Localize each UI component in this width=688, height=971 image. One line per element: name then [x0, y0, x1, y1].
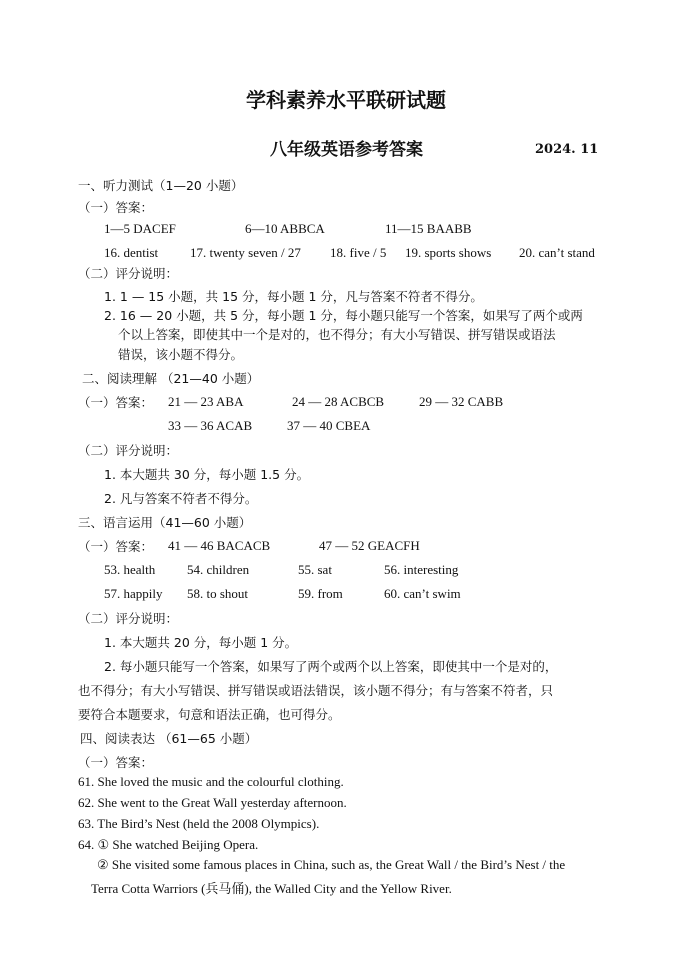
- answer-58: 58. to shout: [187, 586, 249, 601]
- section2-answer-label: （一）答案：: [78, 395, 154, 410]
- section2-answer-21-23: 21 — 23 ABA: [168, 394, 244, 409]
- answer-55: 55. sat: [298, 562, 332, 577]
- section1-eval-1: 1. 1 — 15 小题，共 15 分，每小题 1 分，凡与答案不符者不得分。: [104, 289, 483, 304]
- section2-answer-33-36: 33 — 36 ACAB: [168, 418, 253, 433]
- document-date: 2024. 11: [535, 142, 599, 157]
- section1-eval-2-line3: 错误，该小题不得分。: [118, 347, 244, 362]
- section2-answer-37-40: 37 — 40 CBEA: [287, 418, 371, 433]
- section2-heading: 二、阅读理解 （21—40 小题）: [82, 371, 260, 386]
- answer-57: 57. happily: [104, 586, 163, 601]
- answer-20: 20. can’t stand: [519, 245, 595, 260]
- answer-60: 60. can’t swim: [384, 586, 461, 601]
- answer-64-part1: 64. ① She watched Beijing Opera.: [78, 837, 259, 852]
- answer-19: 19. sports shows: [405, 245, 492, 260]
- answer-17: 17. twenty seven / 27: [190, 245, 301, 260]
- answer-61: 61. She loved the music and the colourful clothing.: [78, 774, 344, 789]
- section2-answer-24-28: 24 — 28 ACBCB: [292, 394, 385, 409]
- section1-eval-2-line2: 个以上答案，即使其中一个是对的，也不得分；有大小写错误、拼写错误或语法: [118, 327, 556, 342]
- answer-62: 62. She went to the Great Wall yesterday afternoon.: [78, 795, 347, 810]
- answer-53: 53. health: [104, 562, 156, 577]
- section2-eval-1: 1. 本大题共 30 分，每小题 1.5 分。: [104, 467, 310, 482]
- section4-heading: 四、阅读表达 （61—65 小题）: [80, 731, 258, 746]
- answer-18: 18. five / 5: [330, 245, 387, 260]
- section1-heading: 一、听力测试（1—20 小题）: [78, 178, 244, 193]
- section1-answer-11-15: 11—15 BAABB: [385, 221, 472, 236]
- section1-answer-label: （一）答案：: [78, 200, 154, 215]
- document-subtitle: 八年级英语参考答案: [270, 140, 423, 160]
- answer-63: 63. The Bird’s Nest (held the 2008 Olympics).: [78, 816, 320, 831]
- section2-eval-label: （二）评分说明：: [78, 443, 179, 458]
- section3-heading: 三、语言运用（41—60 小题）: [78, 515, 252, 530]
- section2-eval-2: 2. 凡与答案不符者不得分。: [104, 491, 258, 506]
- section3-eval-2-line2: 也不得分；有大小写错误、拼写错误或语法错误，该小题不得分；有与答案不符者，只: [78, 683, 554, 698]
- section1-answer-1-5: 1—5 DACEF: [104, 221, 176, 236]
- section3-eval-label: （二）评分说明：: [78, 611, 179, 626]
- section2-answer-29-32: 29 — 32 CABB: [419, 394, 504, 409]
- answer-56: 56. interesting: [384, 562, 459, 577]
- section3-answer-41-46: 41 — 46 BACACB: [168, 538, 271, 553]
- section3-eval-1: 1. 本大题共 20 分，每小题 1 分。: [104, 635, 298, 650]
- answer-59: 59. from: [298, 586, 343, 601]
- section3-answer-label: （一）答案：: [78, 539, 154, 554]
- section1-eval-label: （二）评分说明：: [78, 266, 179, 281]
- section4-answer-label: （一）答案：: [78, 755, 154, 770]
- section3-answer-47-52: 47 — 52 GEACFH: [319, 538, 420, 553]
- document-title: 学科素养水平联研试题: [246, 88, 446, 112]
- section3-eval-2-line1: 2. 每小题只能写一个答案，如果写了两个或两个以上答案，即使其中一个是对的，: [104, 659, 558, 674]
- answer-16: 16. dentist: [104, 245, 159, 260]
- section1-eval-2-line1: 2. 16 — 20 小题，共 5 分，每小题 1 分，每小题只能写一个答案，如果写了两个或两: [104, 308, 583, 323]
- answer-64-part2-line1: ② She visited some famous places in China, such as, the Great Wall / the Bird’s Nest / the: [97, 857, 566, 872]
- answer-64-part2-line2: Terra Cotta Warriors (兵马俑), the Walled City and the Yellow River.: [91, 881, 452, 896]
- section3-eval-2-line3: 要符合本题要求，句意和语法正确，也可得分。: [78, 707, 341, 722]
- section1-answer-6-10: 6—10 ABBCA: [245, 221, 325, 236]
- answer-54: 54. children: [187, 562, 250, 577]
